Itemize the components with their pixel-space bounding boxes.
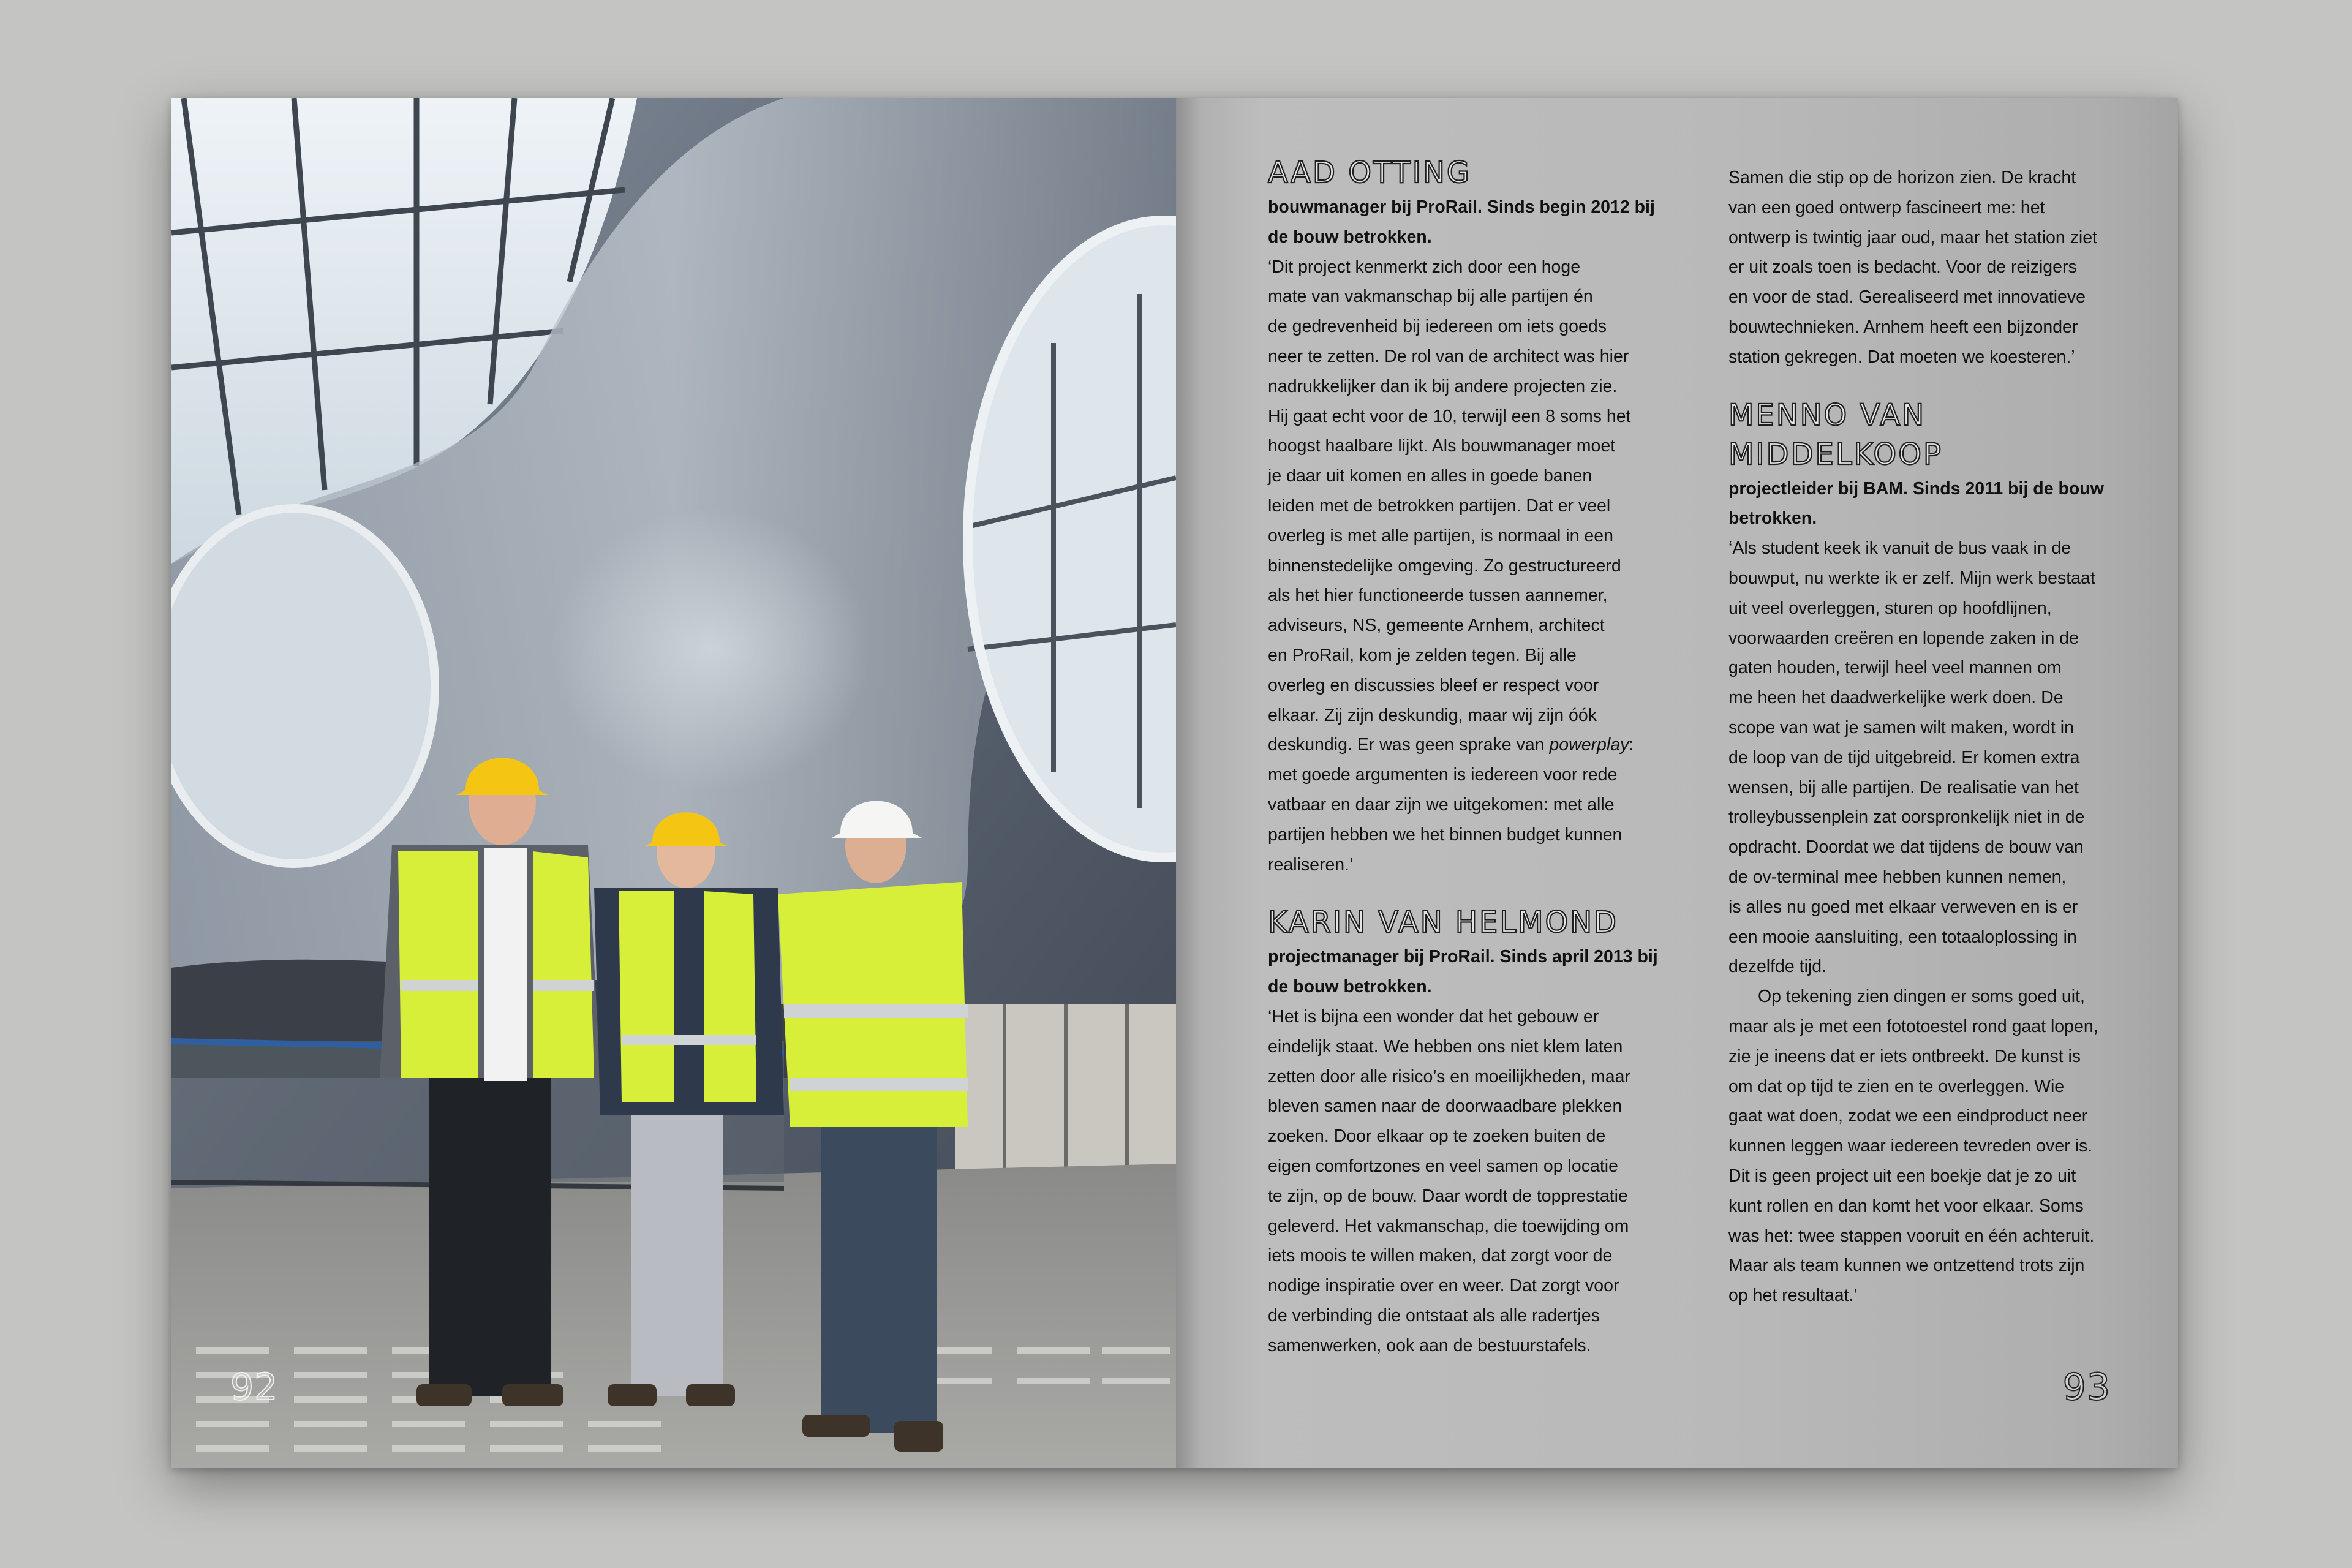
text-line: bouwput, nu werkte ik er zelf. Mijn werk bestaat bbox=[1728, 568, 2095, 588]
text-line: overleg is met alle partijen, is normaal in een bbox=[1268, 526, 1613, 546]
text-line: als het hier functioneerde tussen aannemer, bbox=[1268, 586, 1608, 606]
text-line: deskundig. Er was geen sprake van powerplay: bbox=[1268, 735, 1634, 755]
text-line: is alles nu goed met elkaar verweven en is er bbox=[1728, 897, 2078, 917]
text-line: me heen het daadwerkelijke werk doen. De bbox=[1728, 688, 2064, 708]
text-line: elkaar. Zij zijn deskundig, maar wij zijn óók bbox=[1268, 705, 1597, 725]
text-line: uit veel overleggen, sturen op hoofdlijnen, bbox=[1728, 598, 2052, 618]
text-line: binnenstedelijke omgeving. Zo gestructureerd bbox=[1268, 556, 1621, 576]
text-line: ‘Als student keek ik vanuit de bus vaak in de bbox=[1728, 538, 2071, 559]
text-line: realiseren.’ bbox=[1268, 854, 1354, 875]
text-line: Op tekening zien dingen er soms goed uit, bbox=[1758, 987, 2085, 1007]
text-line: Hij gaat echt voor de 10, terwijl een 8 soms het bbox=[1268, 406, 1631, 426]
text-line: de verbinding die ontstaat als alle radertjes bbox=[1268, 1305, 1600, 1325]
quote-aad bbox=[1268, 252, 1672, 880]
text-line: Samen die stip op de horizon zien. De kracht bbox=[1728, 168, 2076, 187]
text-column-right bbox=[1728, 163, 2133, 1311]
quote-karin bbox=[1268, 1002, 1672, 1361]
text-line: en ProRail, kom je zelden tegen. Bij alle bbox=[1268, 645, 1577, 665]
right-page bbox=[1176, 98, 2178, 1468]
text-line: de loop van de tijd uitgebreid. Er komen extra bbox=[1728, 747, 2080, 767]
magazine-spread bbox=[172, 98, 2178, 1468]
text-line: zie je ineens dat er iets ontbreekt. De kunst is bbox=[1728, 1046, 2081, 1066]
page-number-right: 93 bbox=[2062, 1366, 2111, 1409]
text-line: dezelfde tijd. bbox=[1728, 957, 1827, 977]
text-line: gaat wat doen, zodat we een eindproduct neer bbox=[1728, 1106, 2088, 1126]
text-line: scope van wat je samen wilt maken, wordt in bbox=[1728, 717, 2074, 737]
quote-karin-continued bbox=[1728, 163, 2133, 372]
text-line: kunt rollen en dan komt het voor elkaar. Soms bbox=[1728, 1196, 2084, 1216]
text-line: de ov-terminal mee hebben kunnen nemen, bbox=[1728, 867, 2067, 887]
text-column-left bbox=[1268, 153, 1672, 1360]
section-role-aad: bouwmanager bij ProRail. Sinds begin 2012 bij de bouw betrokken. bbox=[1268, 197, 1655, 247]
station-hall-photo bbox=[172, 98, 1176, 1468]
left-page bbox=[172, 98, 1176, 1468]
text-line: en voor de stad. Gerealiseerd met innovatieve bbox=[1728, 287, 2086, 307]
text-line: er uit zoals toen is bedacht. Voor de reizigers bbox=[1728, 257, 2077, 277]
text-line: Dit is geen project uit een boekje dat je zo uit bbox=[1728, 1166, 2076, 1186]
text-line: een mooie aansluiting, een totaaloplossing in bbox=[1728, 927, 2077, 947]
section-name-menno: MENNO VAN MIDDELKOOP bbox=[1728, 398, 1943, 472]
text-line: ontwerp is twintig jaar oud, maar het station ziet bbox=[1728, 227, 2097, 247]
text-line: om dat op tijd te zien en te overleggen. Wie bbox=[1728, 1076, 2065, 1096]
text-line: de gedrevenheid bij iedereen om iets goeds bbox=[1268, 317, 1607, 337]
text-line: zoeken. Door elkaar op te zoeken buiten de bbox=[1268, 1126, 1606, 1147]
text-line: eindelijk staat. We hebben ons niet klem laten bbox=[1268, 1036, 1623, 1057]
text-line: wensen, bij alle partijen. De realisatie van het bbox=[1728, 777, 2079, 797]
text-line: te zijn, op de bouw. Daar wordt de topprestatie bbox=[1268, 1186, 1628, 1206]
text-line: eigen comfortzones en veel samen op locatie bbox=[1268, 1156, 1618, 1176]
text-line: je daar uit komen en alles in goede banen bbox=[1268, 466, 1593, 486]
text-line: samenwerken, ook aan de bestuurstafels. bbox=[1268, 1335, 1591, 1355]
text-line: bleven samen naar de doorwaadbare plekken bbox=[1268, 1096, 1623, 1117]
section-role-menno: projectleider bij BAM. Sinds 2011 bij de bouw betrokken. bbox=[1728, 478, 2104, 529]
section-name-karin: KARIN VAN HELMOND bbox=[1268, 905, 1619, 940]
text-line: partijen hebben we het binnen budget kunnen bbox=[1268, 824, 1623, 845]
text-line: met goede argumenten is iedereen voor rede bbox=[1268, 765, 1618, 785]
text-line: zetten door alle risico’s en moeilijkheden, maar bbox=[1268, 1066, 1630, 1087]
text-line: ‘Het is bijna een wonder dat het gebouw er bbox=[1268, 1006, 1599, 1027]
text-line: nodige inspiratie over en weer. Dat zorgt voor bbox=[1268, 1276, 1619, 1296]
text-line: ‘Dit project kenmerkt zich door een hoge bbox=[1268, 257, 1581, 277]
text-line: kunnen leggen waar iedereen tevreden over is. bbox=[1728, 1136, 2093, 1156]
text-line: adviseurs, NS, gemeente Arnhem, architect bbox=[1268, 616, 1605, 636]
section-role-karin: projectmanager bij ProRail. Sinds april 2013 bij de bouw betrokken. bbox=[1268, 947, 1658, 997]
text-line: Maar als team kunnen we ontzettend trots zijn bbox=[1728, 1256, 2085, 1276]
text-line: geleverd. Het vakmanschap, die toewijding om bbox=[1268, 1216, 1629, 1236]
section-name-aad: AAD OTTING bbox=[1268, 156, 1472, 190]
text-line: opdracht. Doordat we dat tijdens de bouw van bbox=[1728, 837, 2084, 858]
text-line: iets moois te willen maken, dat zorgt voor de bbox=[1268, 1246, 1613, 1266]
text-line: trolleybussenplein zat oorspronkelijk niet in de bbox=[1728, 807, 2085, 827]
text-line: leiden met de betrokken partijen. Dat er veel bbox=[1268, 496, 1611, 516]
text-line: van een goed ontwerp fascineert me: het bbox=[1728, 197, 2045, 217]
text-line: overleg en discussies bleef er respect voor bbox=[1268, 675, 1599, 695]
text-line: op het resultaat.’ bbox=[1728, 1286, 1858, 1306]
text-line: gaten houden, terwijl heel veel mannen om bbox=[1728, 658, 2062, 678]
text-line: neer te zetten. De rol van de architect was hier bbox=[1268, 346, 1629, 366]
text-line: bouwtechnieken. Arnhem heeft een bijzonder bbox=[1728, 317, 2078, 337]
text-line: nadrukkelijker dan ik bij andere projecten zie. bbox=[1268, 376, 1618, 396]
quote-menno-paragraph-2 bbox=[1728, 982, 2133, 1311]
text-line: voorwaarden creëren en lopende zaken in de bbox=[1728, 628, 2079, 648]
text-line: was het: twee stappen vooruit en één achteruit. bbox=[1728, 1226, 2095, 1246]
page-number-left: 92 bbox=[230, 1366, 279, 1409]
emphasis-powerplay: powerplay bbox=[1549, 735, 1629, 755]
text-line: hoogst haalbare lijkt. Als bouwmanager moet bbox=[1268, 436, 1616, 456]
text-line: maar als je met een fototoestel rond gaat lopen, bbox=[1728, 1016, 2098, 1036]
text-line: station gekregen. Dat moeten we koesteren.’ bbox=[1728, 347, 2075, 367]
text-line: mate van vakmanschap bij alle partijen én bbox=[1268, 287, 1593, 307]
text-line: vatbaar en daar zijn we uitgekomen: met alle bbox=[1268, 794, 1615, 815]
quote-menno bbox=[1728, 533, 2133, 982]
